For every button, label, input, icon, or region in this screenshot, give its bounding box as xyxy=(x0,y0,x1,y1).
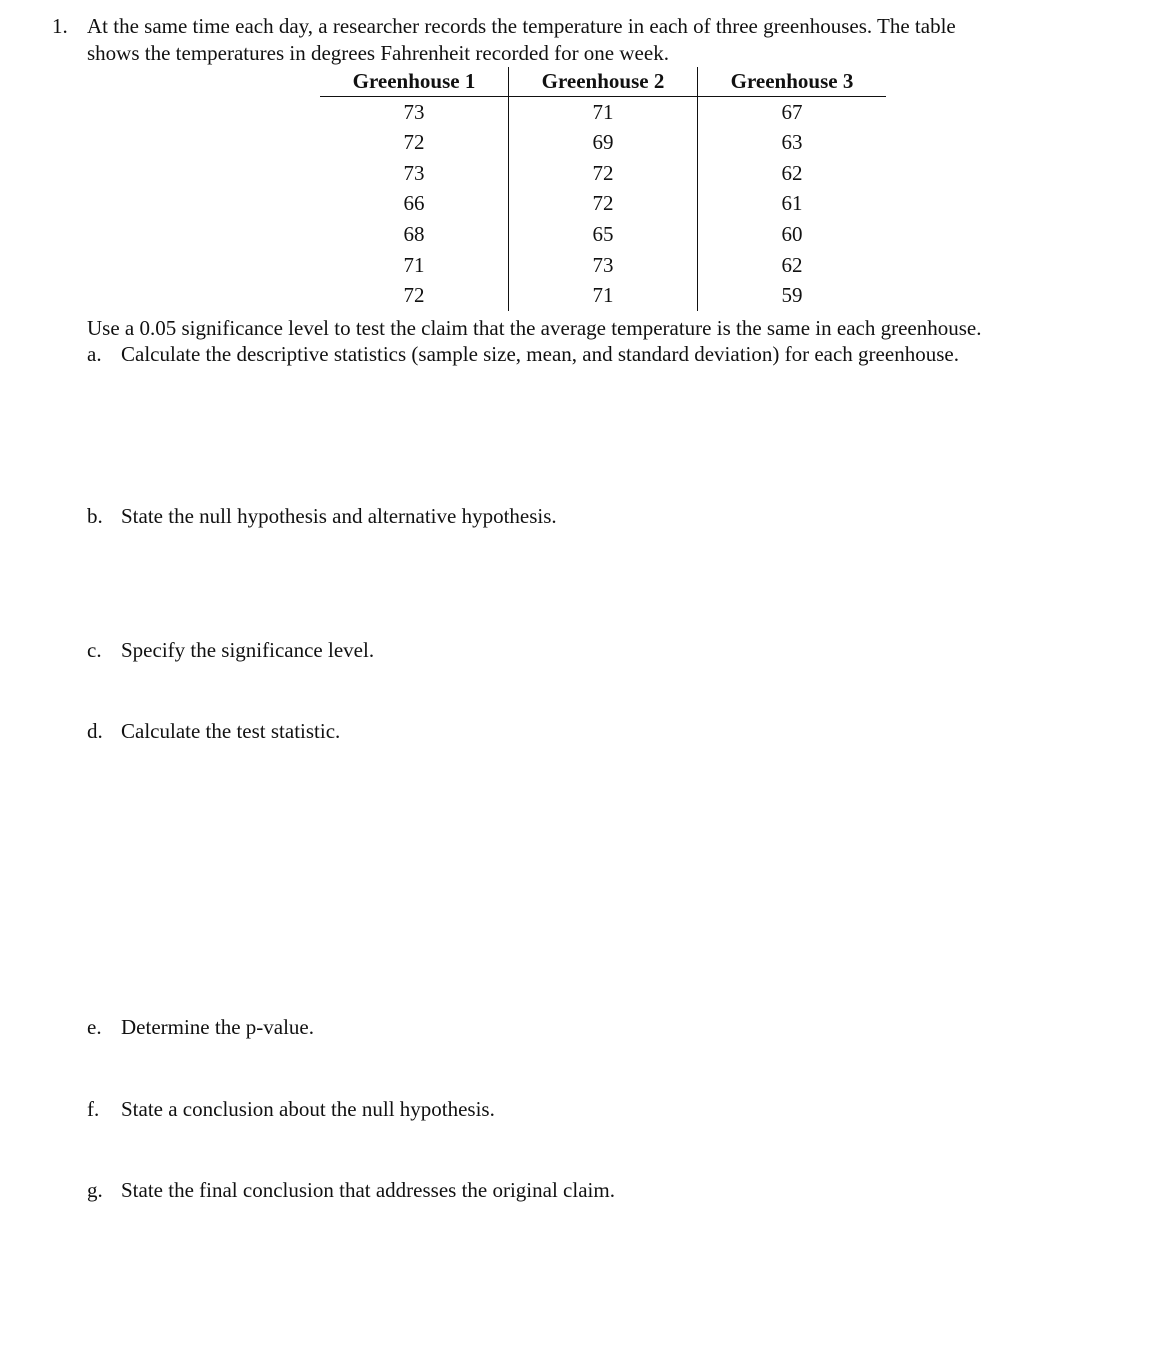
part-e-text: Determine the p-value. xyxy=(121,1015,314,1039)
part-b-letter: b. xyxy=(87,504,103,528)
table-row xyxy=(320,97,886,128)
table-row xyxy=(320,219,886,250)
table-cell: 72 xyxy=(403,283,425,308)
part-g-text: State the final conclusion that addresses the original claim. xyxy=(121,1178,615,1202)
part-f-letter: f. xyxy=(87,1097,100,1121)
table-row xyxy=(320,281,886,312)
table-row xyxy=(320,250,886,281)
part-c-letter: c. xyxy=(87,638,102,662)
part-d-text: Calculate the test statistic. xyxy=(121,719,341,743)
table-cell: 69 xyxy=(509,128,698,159)
header-greenhouse-1: Greenhouse 1 xyxy=(320,67,509,97)
question-text-line-2: shows the temperatures in degrees Fahrenheit recorded for one week. xyxy=(87,41,669,65)
part-c-text: Specify the significance level. xyxy=(121,638,375,662)
table-cell: 68 xyxy=(403,222,425,247)
table-cell: 67 xyxy=(698,97,887,128)
question-number: 1. xyxy=(52,14,68,38)
claim-text: Use a 0.05 significance level to test the claim that the average temperature is the same in each greenhouse. xyxy=(87,316,982,340)
table-cell: 62 xyxy=(698,250,887,281)
table-cell: 66 xyxy=(403,191,425,216)
part-e-letter: e. xyxy=(87,1015,102,1039)
table-cell: 72 xyxy=(403,130,425,155)
temperature-table xyxy=(320,67,886,311)
part-d-letter: d. xyxy=(87,719,103,743)
table-cell: 73 xyxy=(403,160,425,185)
part-g-letter: g. xyxy=(87,1178,103,1202)
table-cell: 73 xyxy=(509,250,698,281)
table-cell: 71 xyxy=(403,252,425,277)
table-cell: 60 xyxy=(698,219,887,250)
part-a-letter: a. xyxy=(87,342,102,366)
table-cell: 71 xyxy=(509,97,698,128)
table-cell: 71 xyxy=(509,281,698,312)
table-row xyxy=(320,158,886,189)
part-f-text: State a conclusion about the null hypothesis. xyxy=(121,1097,495,1121)
table-cell: 73 xyxy=(403,99,425,124)
part-b-text: State the null hypothesis and alternative hypothesis. xyxy=(121,504,557,528)
header-greenhouse-2: Greenhouse 2 xyxy=(509,67,698,97)
table-cell: 62 xyxy=(698,158,887,189)
table-cell: 59 xyxy=(698,281,887,312)
table-header-row xyxy=(320,67,886,97)
table-cell: 72 xyxy=(509,189,698,220)
header-greenhouse-3: Greenhouse 3 xyxy=(698,67,887,97)
table-cell: 61 xyxy=(698,189,887,220)
table-cell: 65 xyxy=(509,219,698,250)
table-cell: 72 xyxy=(509,158,698,189)
part-a-text: Calculate the descriptive statistics (sample size, mean, and standard deviation) for each greenhouse. xyxy=(121,342,959,366)
question-text-line-1: At the same time each day, a researcher records the temperature in each of three greenhouses. The table xyxy=(87,14,956,38)
table-row xyxy=(320,189,886,220)
table-row xyxy=(320,128,886,159)
table-cell: 63 xyxy=(698,128,887,159)
